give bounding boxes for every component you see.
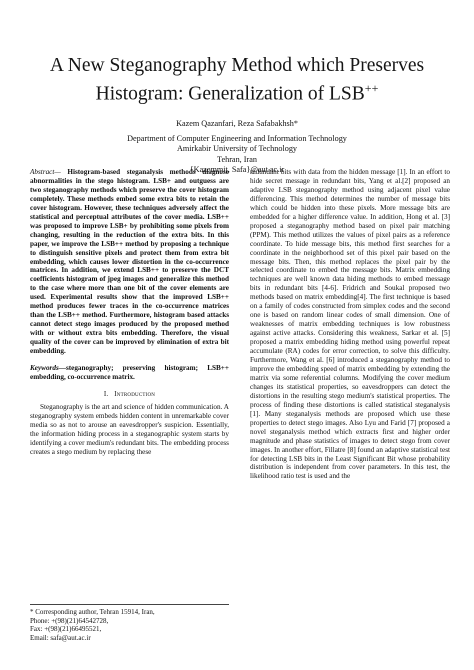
section-heading xyxy=(30,390,229,399)
section-number: I. xyxy=(103,389,109,398)
right-column xyxy=(250,168,450,481)
title-superscript: ++ xyxy=(364,81,379,95)
footnote-line: Fax: +(98)(21)66495521, xyxy=(30,625,102,634)
paper-title xyxy=(20,54,454,106)
affiliation-line: Amirkabir University of Technology xyxy=(176,144,298,154)
footnote-email: Email: safa@aut.ac.ir xyxy=(30,633,91,642)
introduction-paragraph: Steganography is the art and science of hidden communication. A steganography system embeds hidden content in unremarkable cover media so as not to arouse an eavesdropper's suspicion. Essentially, the information hiding process in a steganographic system starts by identifying a cover medium's redundant bits. The embedding process creates a stego medium by replacing these xyxy=(30,402,229,456)
author-block xyxy=(20,119,454,175)
abstract xyxy=(30,168,229,356)
left-column xyxy=(30,168,229,457)
footnote-line: Phone: +(98)(21)64542728, xyxy=(30,616,109,625)
keywords xyxy=(30,364,229,382)
abstract-text: Histogram-based steganalysis methods diagnose abnormalities in the stego histogram. LSB+ and outguess are two steganography methods which preserve the cover histogram completely. These methods embed some extra bits to retain the cover histogram. However, these techniques adversely affect the statistical and perceptual attributes of the cover media. LSB++ was proposed to improve LSB+ by prohibiting some pixels from changing, resulting in the reduction of the extra bits. In this paper, we improve the LSB++ method by proposing a technique to distinguish sensitive pixels and protect them from extra bit embedding, which causes lower distortion in the co-occurrence matrices. In addition, we extend LSB++ to preserve the DCT coefficients histogram of jpeg images and generalize this method to the case where more than one bit of the cover elements are used. Experimental results show that the improved LSB++ method produces fewer traces in the co-occurrence matrices than the LSB++ method. Furthermore, histogram based attacks cannot detect stego images produced by the proposed method with or without extra bits embedding. Therefore, the visual quality of the cover can be improved by elimination of extra bit embedding. xyxy=(30,168,230,356)
affiliation-line: Tehran, Iran xyxy=(217,154,257,164)
keywords-label: Keywords xyxy=(30,364,59,373)
keywords-text: —steganography; preserving histogram; LSB++ embedding, co-occurrence matrix. xyxy=(30,364,229,381)
title-line-2: Histogram: Generalization of LSB xyxy=(95,83,365,105)
affiliation-line: Department of Computer Engineering and Information Technology xyxy=(127,134,347,144)
author-names: Kazem Qazanfari, Reza Safabakhsh* xyxy=(176,119,298,128)
title-line-1: A New Steganography Method which Preserves xyxy=(49,55,425,76)
right-column-text: redundant bits with data from the hidden message [1]. In an effort to hide secret message in redundant bits, Yang et al.[2] proposed an adaptive LSB steganography method using adjacent pixel value differencing. This method determines the number of message bits which could be hidden into these pixels. More message bits are embedded for a higher difference value. In addition, Hong et al. [3] proposed a steganography method based on pixel pair matching (PPM). This method utilizes the values of pixel pairs as a reference coordinate. To hide message bits, this method first searches for a coordinate in the neighborhood set of this pixel pair based on the message bits. Then, this method replaces the pixel pair by the selected coordinate to embed the message bits. Matrix embedding techniques are well known data hiding methods to embed message bits in redundant bits [4-6]. Fridrich and Soukal proposed two methods based on matrix embedding[4]. The first technique is based on a family of codes constructed from simplex codes and the second one is based on random linear codes of small dimension. One of weaknesses of matrix embedding techniques is low robustness against active attacks. Considering this weakness, Sarkar et al. [5] proposed a matrix embedding hiding method using powerful repeat accumulate (RA) codes for error correction, to solve this difficulty. Furthermore, Wang et al. [6] introduced a steganography method to improve the embedding speed of matrix embedding by extending the matrix via some referential columns. Modifying the cover medium changes its statistical properties, so eavesdroppers can detect the distortions in the resulting stego medium's statistical properties. The process of finding these distortions is called statistical steganalysis [1]. Many steganalysis methods are proposed which use these properties to detect stego images. Also Lyu and Farid [7] proposed a novel steganalysis method which extracts first and higher order magnitude and phase statistics of images to detect stego from cover images. In another effort, Fillatre [8] found an adaptive statistical test for detecting LSB bits in the Least Significant Bit whose probability distribution is independent from cover parameters. In this test, the likelihood ratio test is used and the xyxy=(250,168,450,481)
section-title: Introduction xyxy=(114,389,156,398)
abstract-label: Abstract— xyxy=(30,168,61,176)
footnote-line: * Corresponding author, Tehran 15914, Iran, xyxy=(30,608,155,616)
author-emails: {Kazemmit, Safa}@aut.ac.ir xyxy=(189,164,285,174)
corresponding-author-footnote xyxy=(30,604,229,642)
